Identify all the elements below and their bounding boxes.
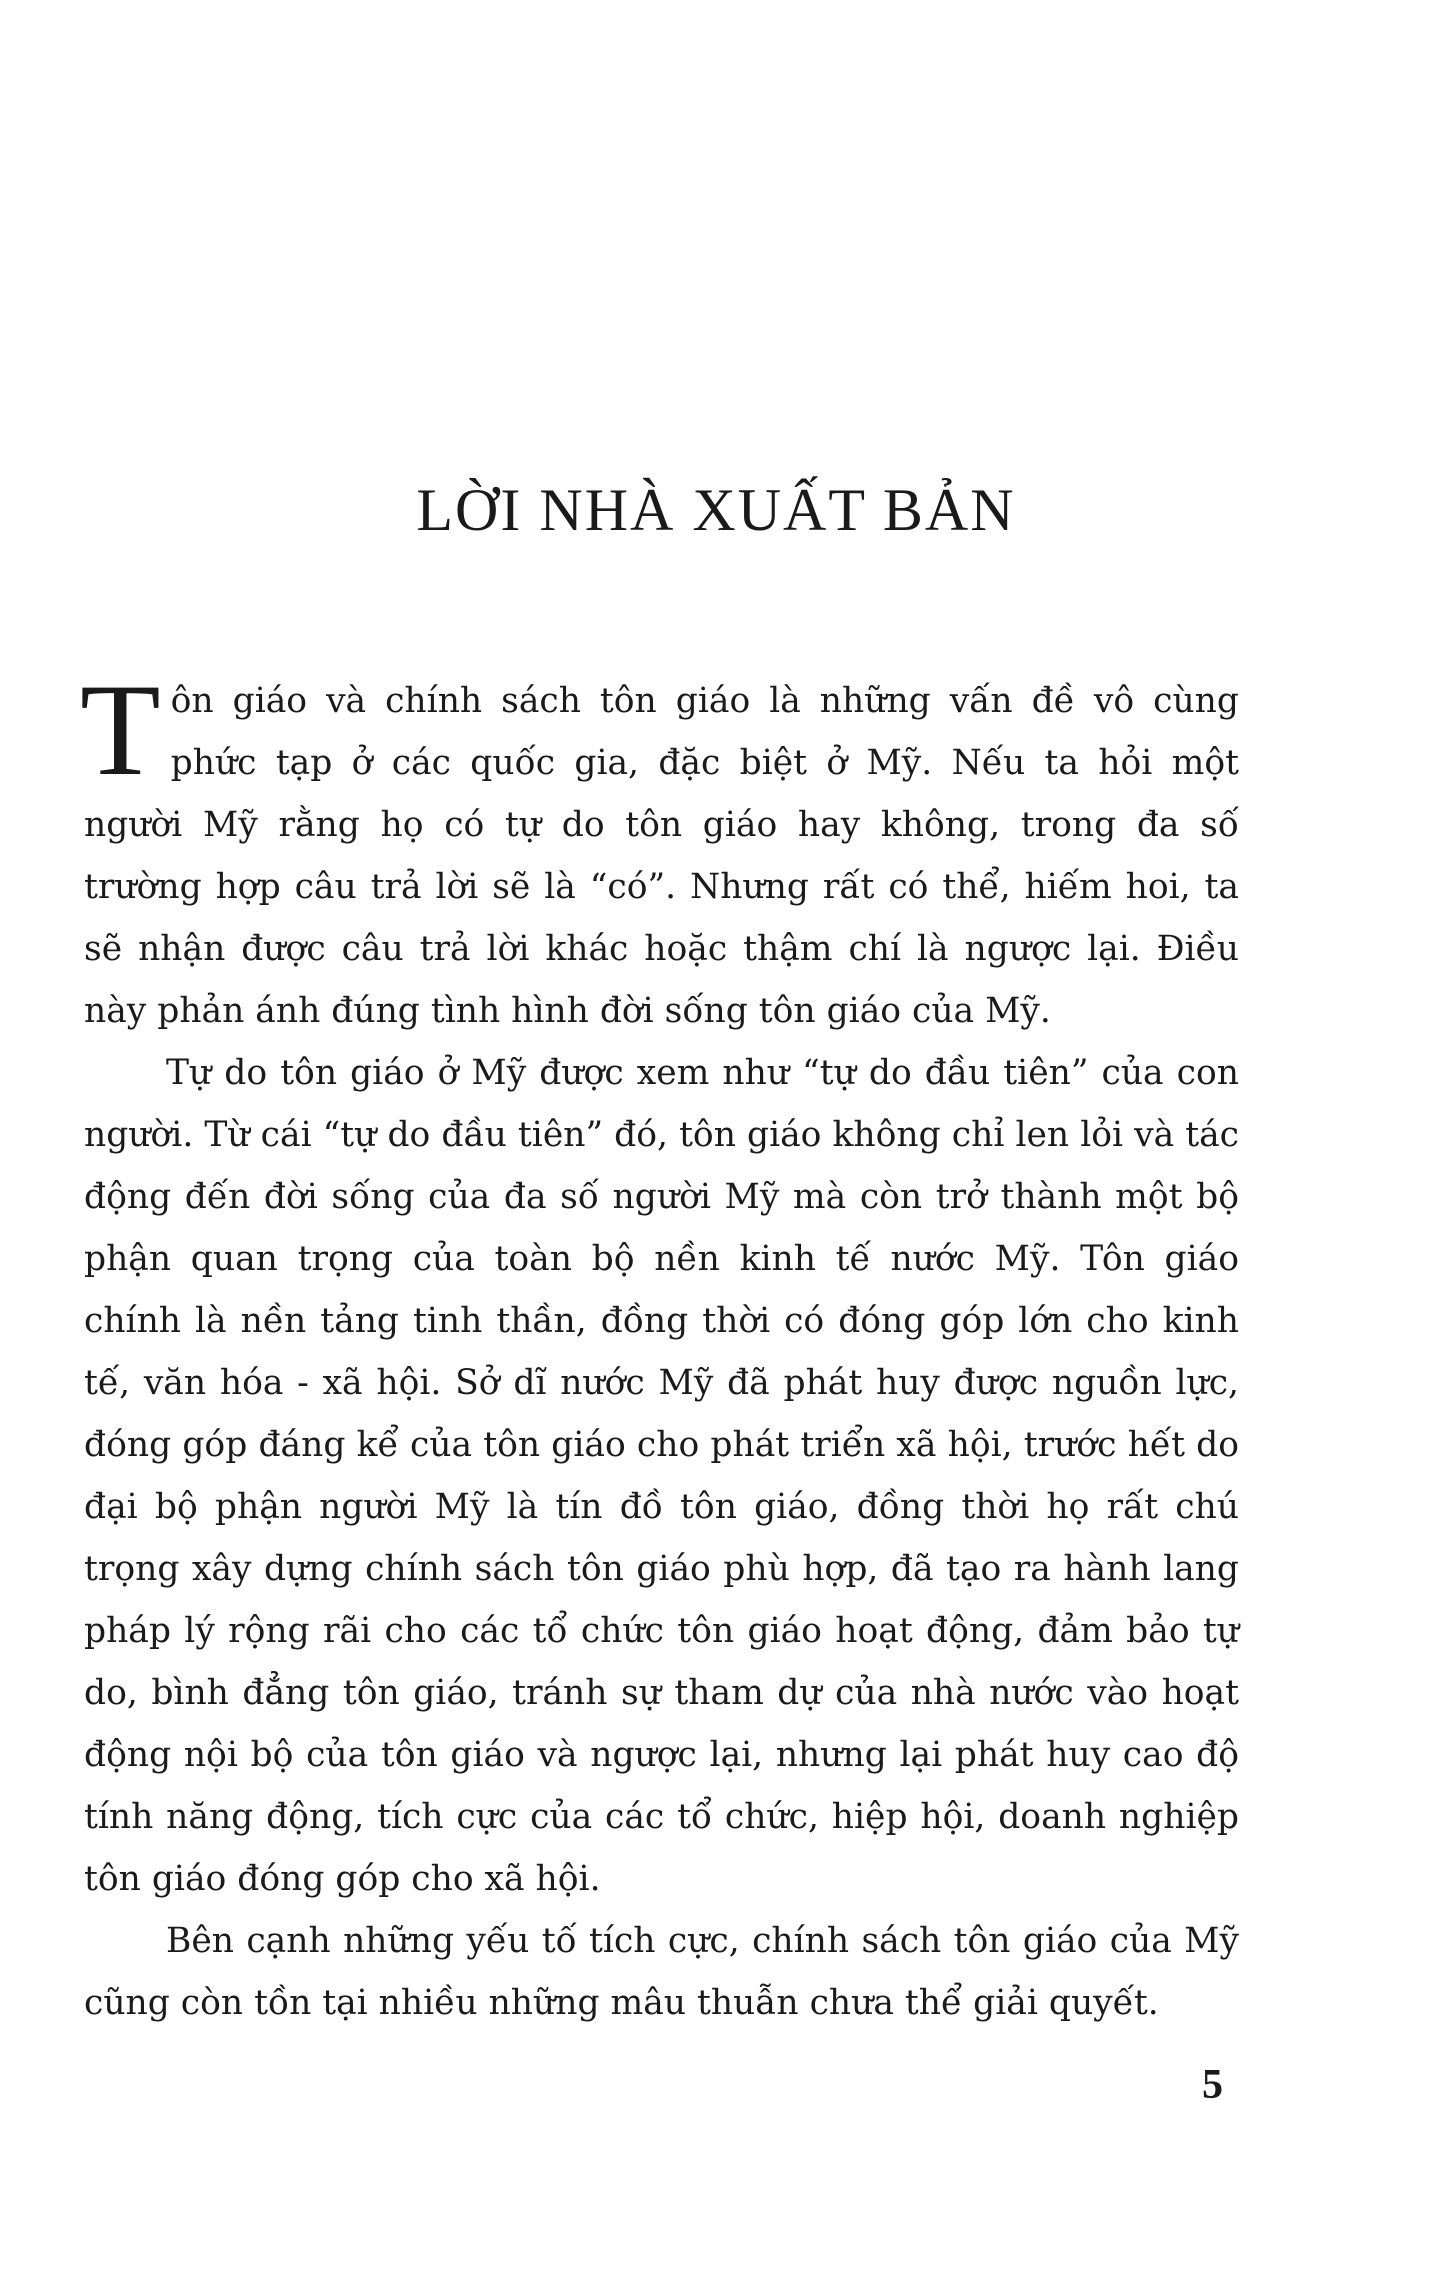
page-number: 5 [1202, 2062, 1223, 2108]
paragraph-1 [80, 656, 1239, 1042]
drop-cap: T [80, 656, 161, 803]
paragraph-2: Tự do tôn giáo ở Mỹ được xem như “tự do đầu tiên” của con người. Từ cái “tự do đầu tiên” đó, tôn giáo không chỉ len lỏi và tác động đến đời sống của đa số người Mỹ mà còn trở thành một bộ phận quan trọng của toàn bộ nền kinh tế nước Mỹ. Tôn giáo chính là nền tảng tinh thần, đồng thời có đóng góp lớn cho kinh tế, văn hóa - xã hội. Sở dĩ nước Mỹ đã phát huy được nguồn lực, đóng góp đáng kể của tôn giáo cho phát triển xã hội, trước hết do đại bộ phận người Mỹ là tín đồ tôn giáo, đồng thời họ rất chú trọng xây dựng chính sách tôn giáo phù hợp, đã tạo ra hành lang pháp lý rộng rãi cho các tổ chức tôn giáo hoạt động, đảm bảo tự do, bình đẳng tôn giáo, tránh sự tham dự của nhà nước vào hoạt động nội bộ của tôn giáo và ngược lại, nhưng lại phát huy cao độ tính năng động, tích cực của các tổ chức, hiệp hội, doanh nghiệp tôn giáo đóng góp cho xã hội. [84, 1053, 1239, 1899]
page-title: LỜI NHÀ XUẤT BẢN [416, 477, 1016, 543]
paragraph-3: Bên cạnh những yếu tố tích cực, chính sách tôn giáo của Mỹ cũng còn tồn tại nhiều những mâu thuẫn chưa thể giải quyết. [84, 1921, 1239, 2023]
paragraph-1-text: ôn giáo và chính sách tôn giáo là những vấn đề vô cùng phức tạp ở các quốc gia, đặc biệt ở Mỹ. Nếu ta hỏi một người Mỹ rằng họ có tự do tôn giáo hay không, trong đa số trường hợp câu trả lời sẽ là “có”. Nhưng rất có thể, hiếm hoi, ta sẽ nhận được câu trả lời khác hoặc thậm chí là ngược lại. Điều này phản ánh đúng tình hình đời sống tôn giáo của Mỹ. [84, 681, 1239, 1031]
body-text [80, 656, 1239, 2034]
